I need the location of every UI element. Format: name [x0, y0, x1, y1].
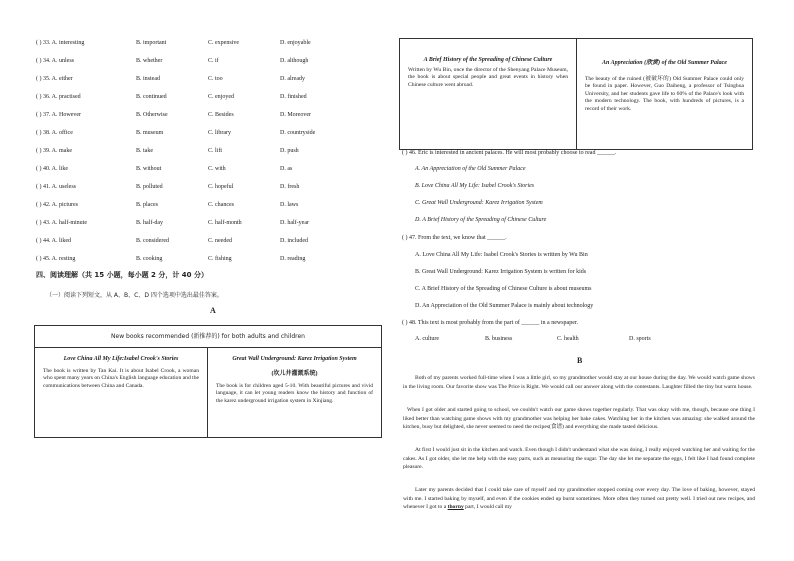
choice-row [36, 36, 386, 50]
choice-option-b: B. continued [136, 94, 167, 100]
choice-option-d: D. included [280, 238, 308, 244]
choice-option-d: D. as [280, 166, 293, 172]
choice-option-d: D. reading [280, 256, 306, 262]
choice-option-b: B. Otherwise [136, 112, 168, 118]
book-table-left [34, 325, 382, 438]
choice-option-c: C. half-month [208, 220, 242, 226]
choice-option-c: C. lift [208, 148, 223, 154]
choice-option-d: D. Moreover [280, 112, 311, 118]
choice-row [36, 108, 386, 122]
choice-option-b: B. places [136, 202, 158, 208]
book-title: An Appreciation (欣赏) of the Old Summer Palace [602, 60, 727, 66]
choice-option-c: C. needed [208, 238, 232, 244]
underlined-word: thorny [447, 504, 464, 511]
question-48-option-a: A. culture [415, 336, 439, 342]
question-47-option-a: A. Love China All My Life: Isabel Crook's Stories is written by Wu Bin [415, 252, 588, 258]
choice-option-c: C. Besides [208, 112, 234, 118]
paragraph-text: part, I would call my [463, 504, 512, 511]
choice-option-a: ( ) 41. A. useless [36, 184, 76, 190]
choice-row [36, 144, 386, 158]
choice-option-c: C. with [208, 166, 226, 172]
option-text: A. An Appreciation of the Old Summer Palace [415, 166, 526, 172]
book-title: Great Wall Underground: Karez Irrigation System [232, 356, 357, 362]
choice-option-b: B. half-day [136, 220, 163, 226]
choice-option-d: D. laws [280, 202, 299, 208]
choice-option-c: C. fishing [208, 256, 232, 262]
choice-option-a: ( ) 40. A. like [36, 166, 68, 172]
choice-option-a: ( ) 33. A. interesting [36, 40, 85, 46]
book-table-right [399, 38, 753, 150]
choice-option-a: ( ) 38. A. office [36, 130, 73, 136]
choice-option-d: D. fresh [280, 184, 300, 190]
choice-row [36, 180, 386, 194]
choice-option-a: ( ) 42. A. pictures [36, 202, 78, 208]
choice-option-a: ( ) 37. A. However [36, 112, 81, 118]
choice-option-b: B. without [136, 166, 162, 172]
section-title: 四、阅读理解（共 15 小题，每小题 2 分，计 40 分） [36, 271, 208, 279]
choice-option-d: D. enjoyable [280, 40, 311, 46]
question-47-option-d: D. An Appreciation of the Old Summer Palace is mainly about technology [415, 303, 594, 309]
choice-option-a: ( ) 44. A. liked [36, 238, 71, 244]
choice-option-b: B. museum [136, 130, 164, 136]
choice-row [36, 126, 386, 140]
question-48-option-b: B. business [485, 336, 513, 342]
book-cell [208, 348, 381, 437]
choice-option-b: B. take [136, 148, 153, 154]
choice-option-d: D. push [280, 148, 299, 154]
choice-option-d: D. although [280, 58, 309, 64]
option-text: D. A Brief History of the Spreading of Chinese Culture [415, 217, 547, 223]
choice-option-a: ( ) 36. A. practised [36, 94, 81, 100]
choice-option-a: ( ) 35. A. either [36, 76, 73, 82]
question-46-option-b [415, 183, 534, 189]
book-subtitle: (坎儿井灌溉系统) [271, 371, 318, 377]
book-title: A Brief History of the Spreading of Chinese Culture [423, 57, 553, 63]
question-46-stem: ( ) 46. Eric is interested in ancient palaces. He will most probably choose to read ______. [402, 150, 617, 156]
book-description: Written by Wu Bin, once the director of the Shenyang Palace Museum, the book is about special people and great events in history when Chinese culture went abroad. [408, 67, 568, 88]
choice-option-c: C. library [208, 130, 231, 136]
choice-option-b: B. polluted [136, 184, 163, 190]
book-cell [577, 39, 752, 149]
choice-option-c: C. chances [208, 202, 234, 208]
choice-row [36, 234, 386, 248]
question-47-option-c: C. A Brief History of the Spreading of Chinese Culture is about museums [415, 286, 592, 292]
choice-option-d: D. already [280, 76, 305, 82]
option-text: B. Love China All My Life: Isabel Crook's Stories [415, 183, 535, 189]
option-text: C. Great Wall Underground: Karez Irrigation System [415, 200, 543, 206]
choice-option-d: D. half-year [280, 220, 309, 226]
choice-option-c: C. hopeful [208, 184, 234, 190]
choice-option-b: B. important [136, 40, 167, 46]
choice-row [36, 54, 386, 68]
paragraph-text: Later my parents decided that I could take care of myself and my grandmother stopped coming over every day. The love of baking, however, stayed with me. I started baking by myself, and even if the cookies ended up burnt sometimes. More often they turned out pretty well. I tried out new recipes, and whenever I got to a [403, 487, 755, 511]
choice-option-b: B. cooking [136, 256, 163, 262]
question-46-option-d [415, 217, 546, 223]
choice-row [36, 162, 386, 176]
question-48-stem: ( ) 48. This text is most probably from the part of ______ in a newspaper. [402, 320, 579, 326]
book-title: Love China All My Life:Isabel Crook's Stories [63, 356, 179, 362]
choice-row [36, 216, 386, 230]
passage-b-label: B [577, 356, 583, 365]
passage-paragraph: At first I would just sit in the kitchen and watch. Even though I didn't understand what she was doing, I really enjoyed watching her and waiting for the cakes. As I got older, she let me help with the easy parts, such as measuring the sugar. The day she let me separate the eggs, I felt like I had found complete pleasure. [403, 447, 755, 471]
choice-option-d: D. countryside [280, 130, 316, 136]
passage-paragraph [403, 486, 755, 512]
choice-option-a: ( ) 43. A. half-minute [36, 220, 87, 226]
question-48-option-d: D. sports [629, 336, 651, 342]
book-description: The book is written by Tan Kai. It is about Isabel Crook, a woman who spent many years on China's English language education and the communications between China and Canada. [43, 368, 199, 389]
book-description: The book is for children aged 5-10. With beautiful pictures and vivid language, it can let young readers know the history and function of the karez underground irrigation system in Xinjiang. [216, 383, 373, 404]
choice-option-c: C. too [208, 76, 223, 82]
choice-option-a: ( ) 39. A. make [36, 148, 72, 154]
passage-a-label: A [210, 306, 216, 315]
choice-row [36, 72, 386, 86]
passage-paragraph: Both of my parents worked full-time when I was a little girl, so my grandmother would stay at our house during the day. We would watch game shows in the living room. Our favorite show was The Price is Right. We would call our answer along with the contestants. Laughter filled the tiny but warm house. [403, 375, 755, 390]
passage-paragraph: When I got older and started going to school, we couldn't watch our game shows together regularly. That was okay with me, though, because one thing I liked better than watching game shows with my grandmother was helping her bake cakes. Watching her in the kitchen was amazing: she walked around the kitchen, busy but delighted, she never seemed to need the recipes(食谱) and everything she made tasted delicious. [403, 407, 755, 431]
question-47-option-b: B. Great Wall Underground: Karez Irrigation System is written for kids [415, 269, 587, 275]
choice-option-d: D. finished [280, 94, 307, 100]
book-cell [400, 39, 577, 149]
choice-option-a: ( ) 34. A. unless [36, 58, 74, 64]
section-instruction: （一）阅读下列短文，从 A、B、C、D 四个选项中选出最佳答案。 [46, 292, 223, 299]
choice-option-c: C. expensive [208, 40, 239, 46]
question-48-option-c: C. health [557, 336, 579, 342]
question-46-option-a [415, 166, 526, 172]
book-table-header: New books recommended (新推荐的) for both adults and children [35, 326, 381, 348]
choice-row [36, 90, 386, 104]
choice-option-a: ( ) 45. A. resting [36, 256, 76, 262]
choice-option-b: B. whether [136, 58, 163, 64]
choice-option-c: C. if [208, 58, 219, 64]
choice-option-b: B. considered [136, 238, 169, 244]
book-description: The beauty of the ruined (被破坏的) Old Summer Palace could only be found in paper. However, Guo Daiheng, a professor of Tsinghua University, and her students gave life to 60% of the Palace's look with the modern technology. The book, with hundreds of pictures, is a record of their work. [585, 76, 744, 112]
choice-row [36, 198, 386, 212]
book-cell [35, 348, 208, 437]
question-47-stem: ( ) 47. From the text, we know that ______. [402, 235, 507, 241]
choice-row [36, 252, 386, 266]
question-46-option-c [415, 200, 543, 206]
choice-option-b: B. instead [136, 76, 160, 82]
choice-option-c: C. enjoyed [208, 94, 234, 100]
